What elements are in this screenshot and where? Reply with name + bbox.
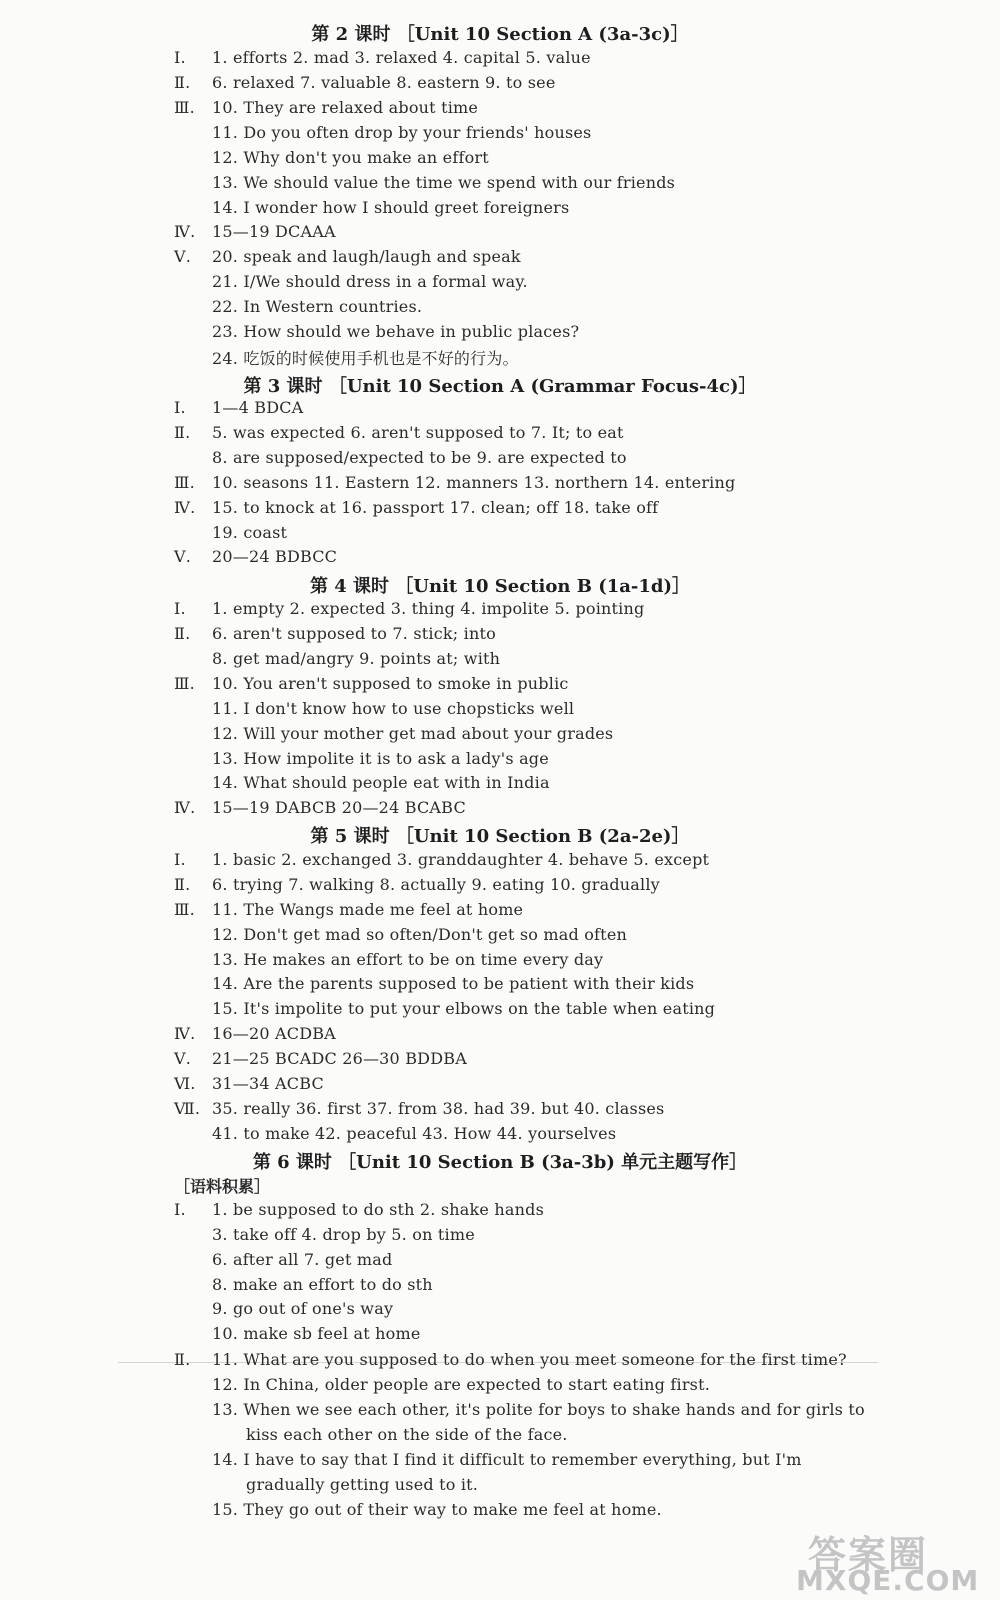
lesson-4-title: 第 4 课时 ［Unit 10 Section B (1a-1d)］ (309, 576, 691, 597)
roman-numeral: Ⅱ. (174, 875, 191, 894)
roman-numeral: Ⅲ. (174, 674, 195, 693)
lesson-2-title: 第 2 课时 ［Unit 10 Section A (3a-3c)］ (311, 24, 689, 45)
answer-line: 11. I don't know how to use chopsticks well (212, 699, 575, 718)
answer-text: 20. speak and laugh/laugh and speak (212, 247, 521, 266)
roman-numeral: Ⅵ. (174, 1074, 196, 1093)
answer-line: 8. make an effort to do sth (212, 1275, 433, 1294)
roman-numeral: Ⅰ. (174, 398, 186, 417)
answer-line: 13. We should value the time we spend with our friends (212, 173, 676, 192)
answer-text: 6. relaxed 7. valuable 8. eastern 9. to see (212, 73, 556, 92)
answer-line: 13. How impolite it is to ask a lady's age (212, 749, 549, 768)
answer-line (174, 798, 466, 817)
answer-text: 15. to knock at 16. passport 17. clean; off 18. take off (212, 498, 659, 517)
answer-line: 9. go out of one's way (212, 1299, 394, 1318)
answer-text: 1—4 BDCA (212, 398, 304, 417)
roman-numeral: Ⅳ. (174, 222, 196, 241)
answer-line: 13. He makes an effort to be on time every day (212, 950, 604, 969)
answer-line: 6. after all 7. get mad (212, 1250, 393, 1269)
answer-line: 12. Why don't you make an effort (212, 148, 489, 167)
answer-text: 1. basic 2. exchanged 3. granddaughter 4. behave 5. except (212, 850, 710, 869)
answer-line: 12. In China, older people are expected to start eating first. (212, 1375, 711, 1394)
answer-line (174, 1099, 664, 1118)
answer-line: 10. make sb feel at home (212, 1324, 421, 1343)
answer-text: 5. was expected 6. aren't supposed to 7. It; to eat (212, 423, 624, 442)
answer-line: 21. I/We should dress in a formal way. (212, 272, 528, 291)
answer-line: 23. How should we behave in public places? (212, 322, 580, 341)
roman-numeral: Ⅳ. (174, 798, 196, 817)
answer-line: 24. 吃饭的时候使用手机也是不好的行为。 (212, 349, 519, 368)
answer-line: gradually getting used to it. (246, 1475, 479, 1494)
roman-numeral: Ⅱ. (174, 1350, 191, 1369)
answer-line (174, 547, 337, 566)
answer-line (174, 247, 521, 266)
answer-line (174, 98, 478, 117)
answer-line (174, 900, 523, 919)
answer-line: 11. Do you often drop by your friends' houses (212, 123, 592, 142)
roman-numeral: Ⅳ. (174, 1024, 196, 1043)
roman-numeral: Ⅱ. (174, 423, 191, 442)
watermark-text: 答案圈 (808, 1533, 929, 1577)
roman-numeral: Ⅰ. (174, 1200, 186, 1219)
roman-numeral: Ⅱ. (174, 73, 191, 92)
answer-text: 21—25 BCADC 26—30 BDDBA (212, 1049, 467, 1068)
watermark-logo (788, 1524, 988, 1596)
roman-numeral: Ⅴ. (174, 247, 192, 266)
answer-line: 41. to make 42. peaceful 43. How 44. yourselves (212, 1124, 617, 1143)
roman-numeral: Ⅰ. (174, 48, 186, 67)
lesson-3-title: 第 3 课时 ［Unit 10 Section A (Grammar Focus-4c)］ (243, 376, 757, 397)
answer-line: 12. Will your mother get mad about your grades (212, 724, 614, 743)
answer-line: 14. Are the parents supposed to be patient with their kids (212, 974, 695, 993)
answer-line (174, 1074, 324, 1093)
answer-line: 15. They go out of their way to make me feel at home. (212, 1500, 662, 1519)
answer-text: 15—19 DABCB 20—24 BCABC (212, 798, 466, 817)
answer-line: 22. In Western countries. (212, 297, 423, 316)
lesson-5-title: 第 5 课时 ［Unit 10 Section B (2a-2e)］ (310, 826, 690, 847)
answer-line: 8. are supposed/expected to be 9. are expected to (212, 448, 627, 467)
roman-numeral: Ⅰ. (174, 599, 186, 618)
answer-line (174, 875, 660, 894)
answer-text: 1. efforts 2. mad 3. relaxed 4. capital 5. value (212, 48, 591, 67)
roman-numeral: Ⅳ. (174, 498, 196, 517)
answer-line (174, 398, 303, 417)
answer-line (174, 674, 569, 693)
answer-line (174, 73, 556, 92)
answer-line: 19. coast (212, 523, 288, 542)
answer-text: 31—34 ACBC (212, 1074, 324, 1093)
answer-line: 3. take off 4. drop by 5. on time (212, 1225, 475, 1244)
answer-text: 16—20 ACDBA (212, 1024, 336, 1043)
answer-line: 14. I have to say that I find it difficult to remember everything, but I'm (212, 1450, 802, 1469)
watermark-url: MXQE.COM (796, 1564, 980, 1597)
answer-text: 10. They are relaxed about time (212, 98, 479, 117)
answer-line (174, 48, 591, 67)
answer-line (174, 1200, 544, 1219)
roman-numeral: Ⅶ. (174, 1099, 201, 1118)
answer-line: 12. Don't get mad so often/Don't get so mad often (212, 925, 627, 944)
roman-numeral: Ⅲ. (174, 900, 195, 919)
answer-line: 14. What should people eat with in India (212, 773, 550, 792)
roman-numeral: Ⅱ. (174, 624, 191, 643)
answer-line (174, 850, 709, 869)
answer-line (174, 498, 658, 517)
answer-text: 10. seasons 11. Eastern 12. manners 13. northern 14. entering (212, 473, 736, 492)
answer-line (174, 1049, 467, 1068)
answer-text: 11. The Wangs made me feel at home (212, 900, 524, 919)
answer-line (174, 599, 644, 618)
answer-line (174, 1350, 847, 1369)
answer-line: 13. When we see each other, it's polite for boys to shake hands and for girls to (212, 1400, 865, 1419)
roman-numeral: Ⅲ. (174, 98, 195, 117)
answer-text: 6. aren't supposed to 7. stick; into (212, 624, 496, 643)
answer-text: 6. trying 7. walking 8. actually 9. eating 10. gradually (212, 875, 660, 894)
answer-text: 11. What are you supposed to do when you meet someone for the first time? (212, 1350, 847, 1369)
answer-line: 14. I wonder how I should greet foreigners (212, 198, 570, 217)
answer-line (174, 423, 624, 442)
answer-text: 1. empty 2. expected 3. thing 4. impolite 5. pointing (212, 599, 645, 618)
answer-text: 20—24 BDBCC (212, 547, 338, 566)
roman-numeral: Ⅲ. (174, 473, 195, 492)
answer-text: 1. be supposed to do sth 2. shake hands (212, 1200, 544, 1219)
answer-line: 15. It's impolite to put your elbows on the table when eating (212, 999, 716, 1018)
answer-line (174, 624, 496, 643)
roman-numeral: Ⅰ. (174, 850, 186, 869)
answer-text: 15—19 DCAAA (212, 222, 336, 241)
answer-line (174, 473, 735, 492)
subheading: ［语料积累］ (174, 1177, 271, 1196)
answer-line (174, 1024, 336, 1043)
roman-numeral: Ⅴ. (174, 1049, 192, 1068)
answer-text: 35. really 36. first 37. from 38. had 39. but 40. classes (212, 1099, 665, 1118)
lesson-6-title: 第 6 课时 ［Unit 10 Section B (3a-3b) 单元主题写作］ (252, 1152, 748, 1173)
roman-numeral: Ⅴ. (174, 547, 192, 566)
answer-text: 10. You aren't supposed to smoke in public (212, 674, 569, 693)
answer-line (174, 222, 336, 241)
answer-line: kiss each other on the side of the face. (246, 1425, 568, 1444)
answer-line: 8. get mad/angry 9. points at; with (212, 649, 501, 668)
